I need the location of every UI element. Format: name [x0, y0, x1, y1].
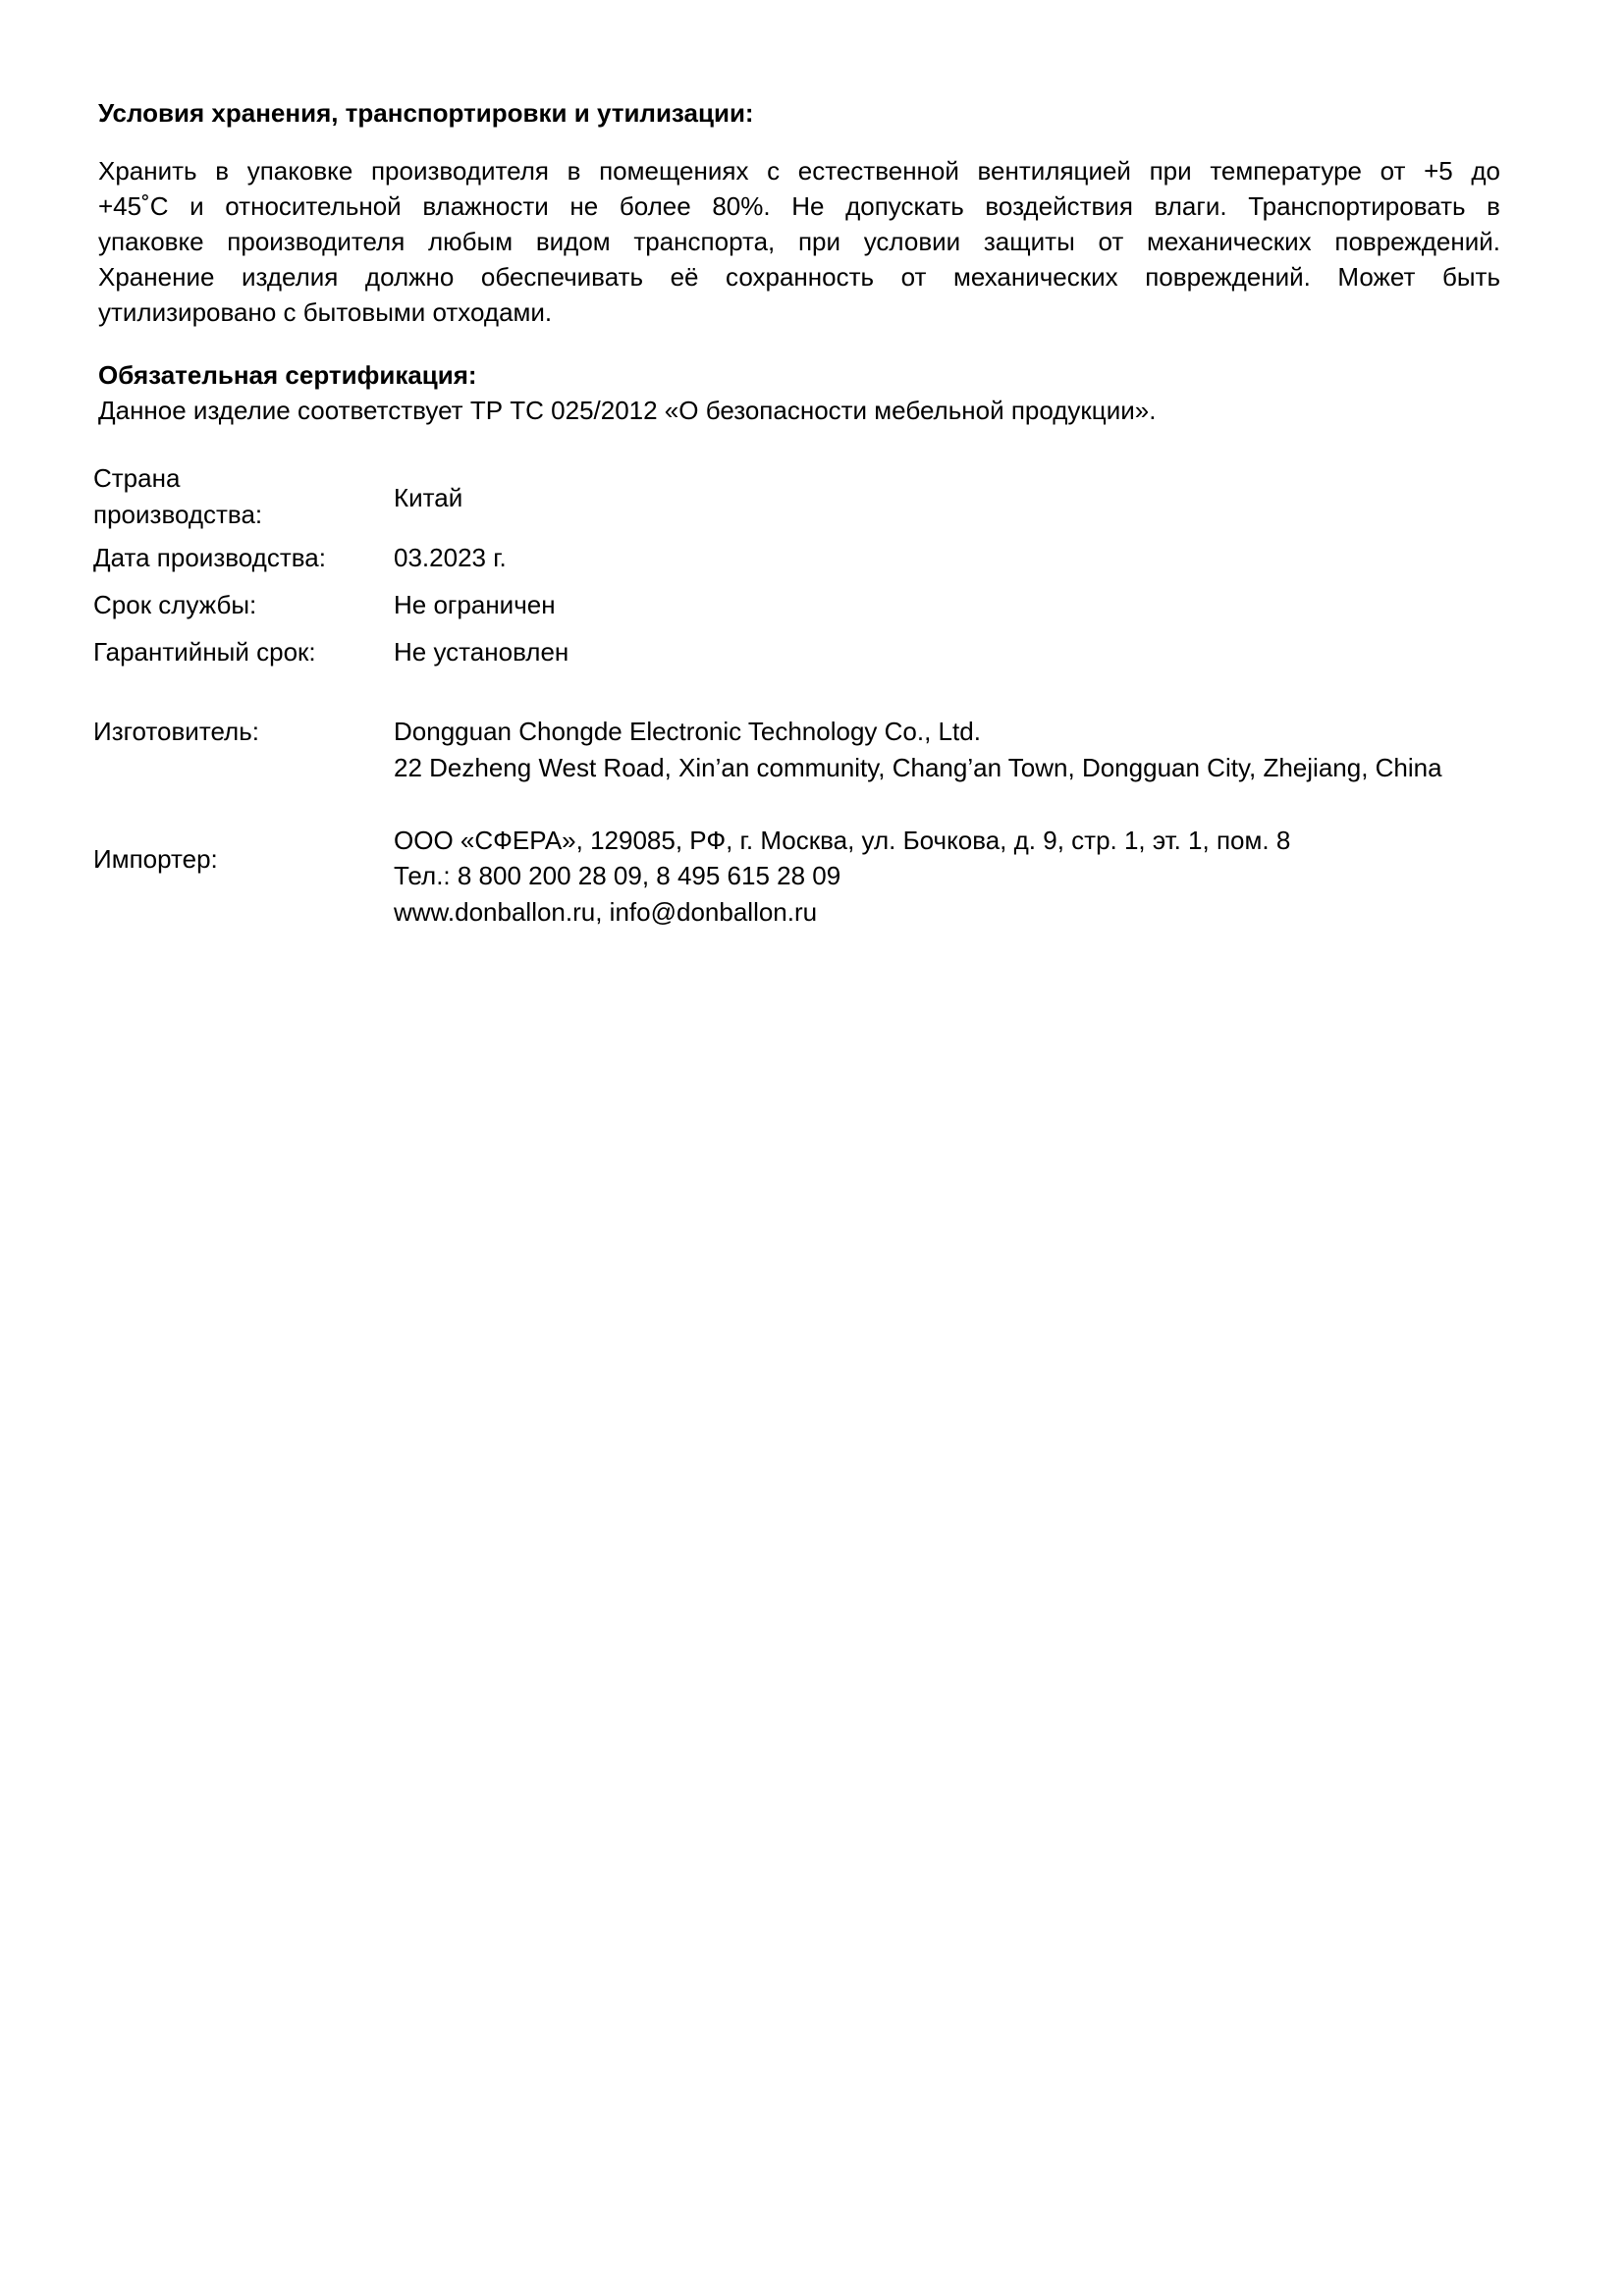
country-label	[93, 460, 262, 533]
importer-contacts: www.donballon.ru, info@donballon.ru	[394, 897, 818, 927]
warranty-value: Не установлен	[394, 637, 569, 667]
storage-line: утилизировано с бытовыми отходами.	[98, 297, 553, 327]
certification-heading: Обязательная сертификация:	[98, 360, 477, 390]
importer-label: Импортер:	[93, 844, 218, 874]
storage-line: +45˚С и относительной влажности не более 80%. Не допускать воздействия влаги. Транспортировать в	[98, 191, 1500, 221]
manufacturer-name: Dongguan Chongde Electronic Technology Co., Ltd.	[394, 717, 981, 746]
date-label: Дата производства:	[93, 543, 326, 572]
service-life-value: Не ограничен	[394, 590, 556, 619]
importer-address: ООО «СФЕРА», 129085, РФ, г. Москва, ул. Бочкова, д. 9, стр. 1, эт. 1, пом. 8	[394, 826, 1291, 855]
storage-heading: Условия хранения, транспортировки и утилизации:	[98, 98, 754, 128]
storage-paragraph	[98, 153, 1500, 330]
storage-line: Хранение изделия должно обеспечивать её сохранность от механических повреждений. Может быть	[98, 262, 1500, 292]
importer-phone: Тел.: 8 800 200 28 09, 8 495 615 28 09	[394, 861, 841, 890]
storage-line: упаковке производителя любым видом транспорта, при условии защиты от механических повреждений.	[98, 227, 1500, 256]
service-life-label: Срок службы:	[93, 590, 257, 619]
country-label-line: производства:	[93, 500, 263, 529]
date-value: 03.2023 г.	[394, 543, 507, 572]
warranty-label: Гарантийный срок:	[93, 637, 316, 667]
country-label-line: Страна	[93, 463, 181, 493]
country-value: Китай	[394, 483, 463, 512]
storage-line: Хранить в упаковке производителя в помещениях с естественной вентиляцией при температуре от +5 до	[98, 156, 1500, 186]
certification-text: Данное изделие соответствует ТР ТС 025/2012 «О безопасности мебельной продукции».	[98, 396, 1157, 425]
manufacturer-address: 22 Dezheng West Road, Xin’an community, Chang’an Town, Dongguan City, Zhejiang, China	[394, 753, 1442, 782]
manufacturer-label: Изготовитель:	[93, 717, 259, 746]
